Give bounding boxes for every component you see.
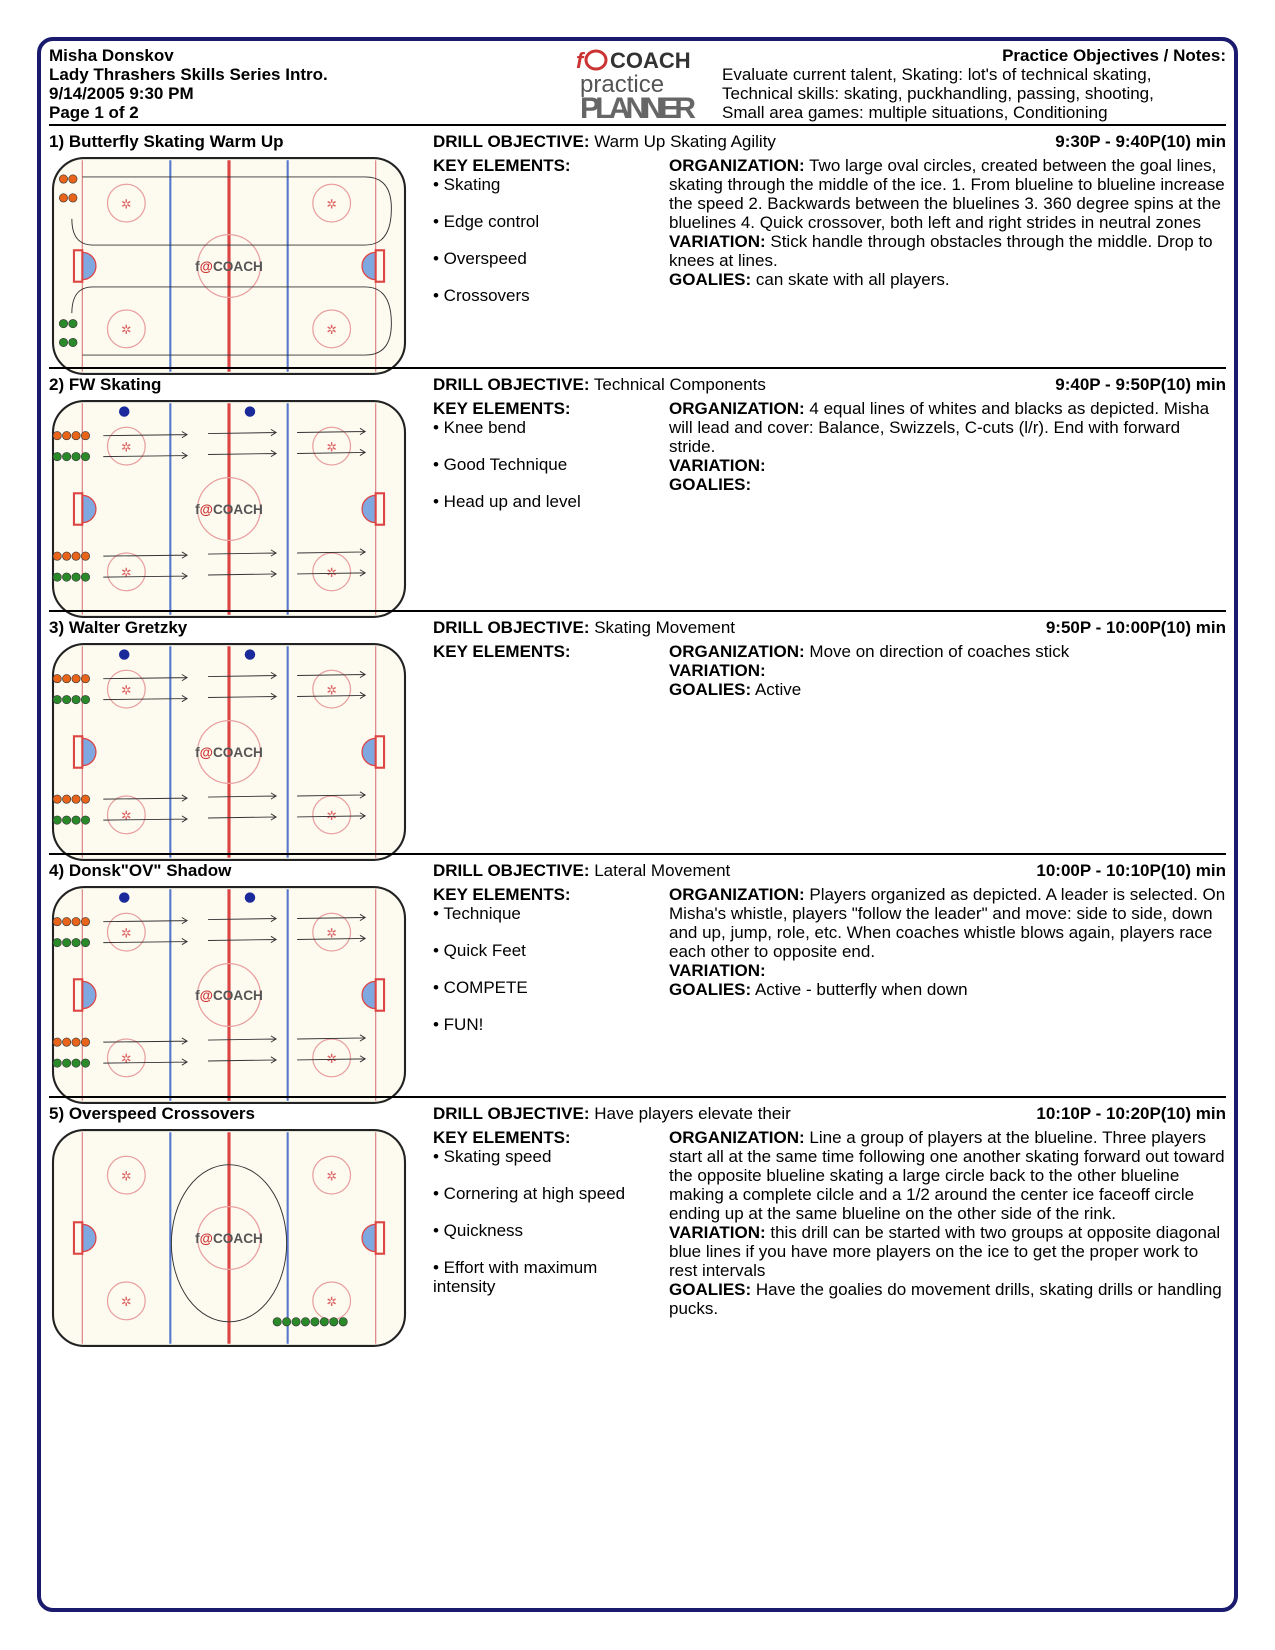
player-icon	[81, 674, 89, 682]
svg-text:✲: ✲	[326, 196, 337, 212]
goalies-text: GOALIES: Active	[669, 680, 802, 699]
coach-icon	[245, 892, 255, 902]
svg-text:f@COACH: f@COACH	[195, 259, 263, 275]
organization-text: ORGANIZATION: Move on direction of coaches stick	[669, 642, 1070, 661]
svg-text:✲: ✲	[326, 682, 337, 698]
drill-objective: DRILL OBJECTIVE: Warm Up Skating Agility	[433, 132, 776, 151]
player-icon	[53, 1038, 61, 1046]
drill-details	[669, 399, 1226, 494]
player-icon	[59, 194, 67, 202]
player-icon	[81, 1059, 89, 1067]
rink-diagram-wrapper	[49, 885, 409, 1105]
rink-diagram	[49, 885, 409, 1105]
player-icon	[72, 938, 80, 946]
player-icon	[81, 795, 89, 803]
key-elements	[433, 885, 643, 1052]
objectives-line: Technical skills: skating, puckhandling, passing, shooting,	[722, 84, 1154, 103]
player-icon	[320, 1318, 328, 1326]
svg-text:✲: ✲	[326, 565, 337, 581]
player-icon	[273, 1318, 281, 1326]
key-element-item: • Skating speed	[433, 1147, 552, 1166]
rink-diagram	[49, 642, 409, 862]
player-icon	[81, 452, 89, 460]
player-icon	[53, 674, 61, 682]
svg-text:f@COACH: f@COACH	[195, 1231, 263, 1247]
svg-text:✲: ✲	[121, 1168, 132, 1184]
key-elements-label: KEY ELEMENTS:	[433, 885, 571, 904]
drill-objective: DRILL OBJECTIVE: Skating Movement	[433, 618, 736, 637]
player-icon	[72, 674, 80, 682]
key-element-item: • Cornering at high speed	[433, 1184, 626, 1203]
player-icon	[72, 452, 80, 460]
drill-section	[49, 610, 1226, 860]
key-element-item: • FUN!	[433, 1015, 484, 1034]
key-element-item: • Overspeed	[433, 249, 527, 268]
player-icon	[62, 938, 70, 946]
svg-text:✲: ✲	[326, 925, 337, 941]
key-element-item: • Skating	[433, 175, 501, 194]
organization-text: ORGANIZATION: Two large oval circles, created between the goal lines, skating through the middle of the ice. 1. From blueline to blueline increase the speed 2. Backwards between the bluelines 3. 360 degree spins at the bluelines 4. Quick crossover, both left and right strides in neutral zones	[669, 156, 1225, 232]
player-icon	[81, 695, 89, 703]
svg-text:✲: ✲	[121, 439, 132, 455]
header-info	[49, 46, 328, 122]
objectives-line: Evaluate current talent, Skating: lot's of technical skating,	[722, 65, 1152, 84]
player-icon	[62, 795, 70, 803]
key-element-item: • Crossovers	[433, 286, 530, 305]
player-icon	[81, 552, 89, 560]
rink-diagram-wrapper	[49, 156, 409, 376]
rink-diagram	[49, 399, 409, 619]
goalies-text: GOALIES: Have the goalies do movement drills, skating drills or handling pucks.	[669, 1280, 1222, 1318]
drill-time: 9:40P - 9:50P(10) min	[1055, 375, 1226, 394]
player-icon	[81, 816, 89, 824]
player-icon	[53, 1059, 61, 1067]
practice-objectives	[722, 46, 1226, 122]
player-icon	[62, 431, 70, 439]
svg-text:✲: ✲	[121, 925, 132, 941]
variation-text: VARIATION:	[669, 661, 766, 680]
player-icon	[59, 319, 67, 327]
svg-text:✲: ✲	[121, 1051, 132, 1067]
svg-text:✲: ✲	[326, 1168, 337, 1184]
player-icon	[72, 573, 80, 581]
player-icon	[53, 816, 61, 824]
svg-text:f@COACH: f@COACH	[195, 745, 263, 761]
svg-text:✲: ✲	[326, 1051, 337, 1067]
player-icon	[72, 695, 80, 703]
key-element-item: • Effort with maximum intensity	[433, 1258, 598, 1296]
player-icon	[62, 552, 70, 560]
key-elements-label: KEY ELEMENTS:	[433, 399, 571, 418]
player-icon	[72, 1059, 80, 1067]
key-elements	[433, 1128, 643, 1314]
objectives-line: Small area games: multiple situations, Conditioning	[722, 103, 1108, 122]
rink-diagram	[49, 1128, 409, 1348]
svg-text:COACH: COACH	[610, 48, 691, 73]
goalies-text: GOALIES:	[669, 475, 752, 494]
svg-text:✲: ✲	[121, 1294, 132, 1310]
organization-text: ORGANIZATION: Players organized as depicted. A leader is selected. On Misha's whistle, players "follow the leader" and move: side to side, down and up, jump, role, etc. When coaches whistle blows again, players race each other to opposite end.	[669, 885, 1226, 961]
key-element-item: • Good Technique	[433, 455, 568, 474]
player-icon	[62, 695, 70, 703]
player-icon	[53, 431, 61, 439]
key-elements-label: KEY ELEMENTS:	[433, 642, 571, 661]
player-icon	[72, 1038, 80, 1046]
rink-diagram-wrapper	[49, 642, 409, 862]
drill-section	[49, 124, 1226, 374]
key-elements	[433, 156, 643, 323]
rink-diagram-wrapper	[49, 1128, 409, 1348]
logo-swirl-icon	[586, 51, 606, 69]
player-icon	[292, 1318, 300, 1326]
coach-icon	[119, 649, 129, 659]
drill-details	[669, 885, 1226, 999]
variation-text: VARIATION: Stick handle through obstacles through the middle. Drop to knees at lines.	[669, 232, 1213, 270]
key-elements-label: KEY ELEMENTS:	[433, 1128, 571, 1147]
player-icon	[301, 1318, 309, 1326]
player-icon	[81, 938, 89, 946]
player-icon	[62, 816, 70, 824]
key-element-item: • Quickness	[433, 1221, 524, 1240]
player-icon	[53, 573, 61, 581]
svg-text:✲: ✲	[326, 439, 337, 455]
objectives-label: Practice Objectives / Notes:	[1002, 46, 1226, 65]
drill-details	[669, 156, 1226, 289]
key-element-item: • Quick Feet	[433, 941, 526, 960]
player-icon	[53, 452, 61, 460]
svg-text:f@COACH: f@COACH	[195, 502, 263, 518]
svg-text:✲: ✲	[121, 322, 132, 338]
rink-diagram	[49, 156, 409, 376]
section-divider	[49, 1096, 1226, 1098]
key-element-item: • Knee bend	[433, 418, 526, 437]
coach-icon	[119, 892, 129, 902]
svg-text:✲: ✲	[121, 196, 132, 212]
player-icon	[282, 1318, 290, 1326]
svg-text:✲: ✲	[121, 808, 132, 824]
drill-time: 10:00P - 10:10P(10) min	[1036, 861, 1226, 880]
drill-time: 9:50P - 10:00P(10) min	[1045, 618, 1226, 637]
section-divider	[49, 610, 1226, 612]
player-icon	[81, 573, 89, 581]
player-icon	[62, 452, 70, 460]
practice-planner-logo	[574, 46, 704, 122]
drill-section	[49, 1096, 1226, 1346]
practice-name: Lady Thrashers Skills Series Intro.	[49, 65, 328, 84]
coach-name: Misha Donskov	[49, 46, 174, 65]
svg-text:✲: ✲	[326, 1294, 337, 1310]
player-icon	[62, 674, 70, 682]
key-elements	[433, 399, 643, 529]
player-icon	[330, 1318, 338, 1326]
svg-text:PLANNER: PLANNER	[580, 92, 696, 122]
drill-objective: DRILL OBJECTIVE: Lateral Movement	[433, 861, 731, 880]
coach-icon	[245, 406, 255, 416]
coach-icon	[245, 649, 255, 659]
variation-text: VARIATION:	[669, 961, 766, 980]
svg-text:✲: ✲	[326, 322, 337, 338]
player-icon	[72, 816, 80, 824]
player-icon	[69, 175, 77, 183]
player-icon	[62, 1059, 70, 1067]
player-icon	[339, 1318, 347, 1326]
drill-objective: DRILL OBJECTIVE: Technical Components	[433, 375, 766, 394]
drill-details	[669, 1128, 1226, 1318]
player-icon	[53, 917, 61, 925]
page-number: Page 1 of 2	[49, 103, 139, 122]
goalies-text: GOALIES: can skate with all players.	[669, 270, 950, 289]
drill-objective: DRILL OBJECTIVE: Have players elevate their	[433, 1104, 791, 1123]
drill-section	[49, 853, 1226, 1103]
variation-text: VARIATION:	[669, 456, 766, 475]
player-icon	[53, 695, 61, 703]
player-icon	[69, 194, 77, 202]
player-icon	[72, 917, 80, 925]
player-icon	[72, 795, 80, 803]
rink-diagram-wrapper	[49, 399, 409, 619]
drill-section	[49, 367, 1226, 617]
player-icon	[69, 338, 77, 346]
goalies-text: GOALIES: Active - butterfly when down	[669, 980, 968, 999]
drill-title: 4) Donsk"OV" Shadow	[49, 861, 232, 880]
player-icon	[53, 938, 61, 946]
player-icon	[62, 573, 70, 581]
player-icon	[72, 552, 80, 560]
player-icon	[53, 552, 61, 560]
section-divider	[49, 124, 1226, 126]
player-icon	[81, 431, 89, 439]
key-elements-label: KEY ELEMENTS:	[433, 156, 571, 175]
organization-text: ORGANIZATION: 4 equal lines of whites and blacks as depicted. Misha will lead and cover: Balance, Swizzels, C-cuts (l/r). End with forward stride.	[669, 399, 1210, 456]
player-icon	[53, 795, 61, 803]
player-icon	[59, 338, 67, 346]
drill-details	[669, 642, 1226, 699]
section-divider	[49, 853, 1226, 855]
drill-title: 5) Overspeed Crossovers	[49, 1104, 255, 1123]
player-icon	[72, 431, 80, 439]
key-element-item: • Technique	[433, 904, 521, 923]
drill-title: 3) Walter Gretzky	[49, 618, 188, 637]
player-icon	[81, 917, 89, 925]
svg-text:✲: ✲	[121, 565, 132, 581]
svg-text:practice: practice	[580, 71, 665, 98]
practice-datetime: 9/14/2005 9:30 PM	[49, 84, 194, 103]
svg-text:f: f	[576, 48, 584, 73]
section-divider	[49, 367, 1226, 369]
key-elements	[433, 642, 643, 661]
player-icon	[69, 319, 77, 327]
organization-text: ORGANIZATION: Line a group of players at the blueline. Three players start all at the same time following one another skating forward out toward the opposite blueline skating a large circle back to the other blueline making a complete cilcle and a 1/2 around the center ice faceoff circle ending up at the same blueline on the other side of the rink.	[669, 1128, 1225, 1223]
svg-text:f@COACH: f@COACH	[195, 988, 263, 1004]
svg-text:✲: ✲	[121, 682, 132, 698]
drill-time: 9:30P - 9:40P(10) min	[1055, 132, 1226, 151]
key-element-item: • COMPETE	[433, 978, 528, 997]
key-element-item: • Head up and level	[433, 492, 581, 511]
player-icon	[311, 1318, 319, 1326]
key-element-item: • Edge control	[433, 212, 540, 231]
drill-title: 2) FW Skating	[49, 375, 162, 394]
coach-icon	[119, 406, 129, 416]
drill-title: 1) Butterfly Skating Warm Up	[49, 132, 284, 151]
player-icon	[62, 917, 70, 925]
player-icon	[59, 175, 67, 183]
svg-text:✲: ✲	[326, 808, 337, 824]
player-icon	[81, 1038, 89, 1046]
player-icon	[62, 1038, 70, 1046]
drill-time: 10:10P - 10:20P(10) min	[1036, 1104, 1226, 1123]
variation-text: VARIATION: this drill can be started with two groups at opposite diagonal blue lines if you have more players on the ice to get the proper work to rest intervals	[669, 1223, 1221, 1280]
